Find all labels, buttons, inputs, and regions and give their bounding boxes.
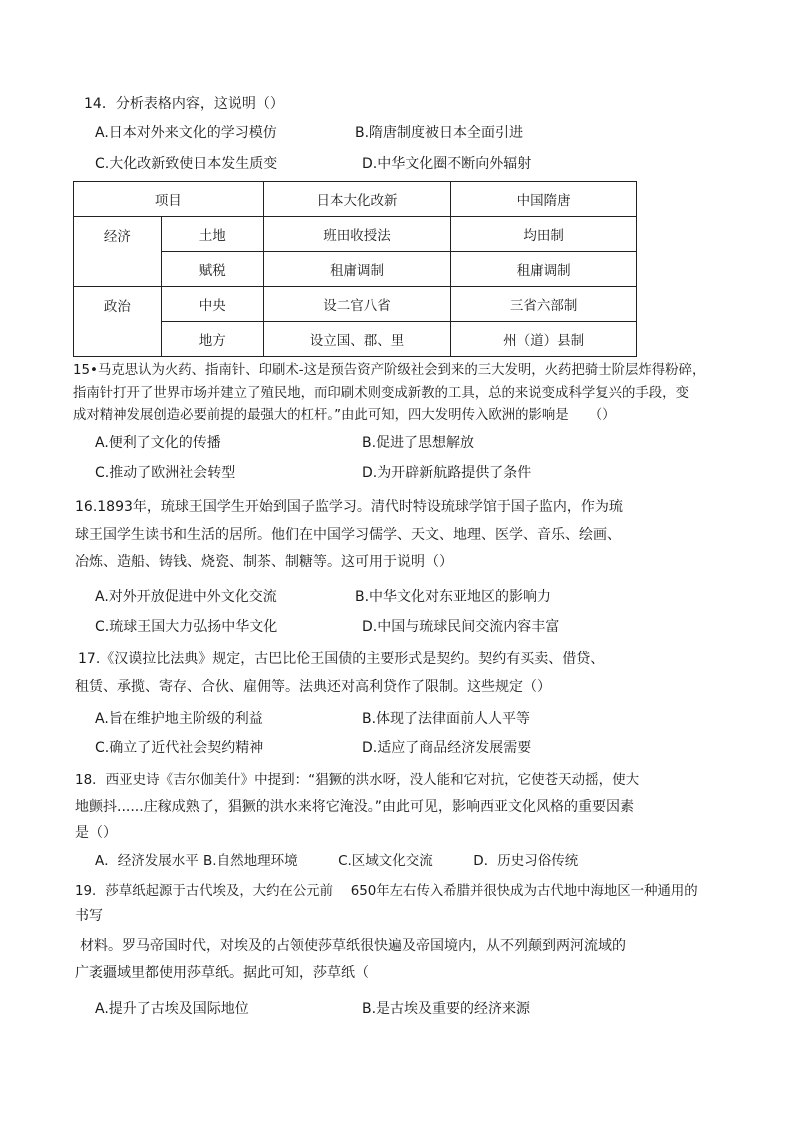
q14-stem: 14．分析表格内容，这说明（） [84, 96, 284, 112]
q18-line-1: 18．西亚史诗《吉尔伽美什》中提到：“猖獗的洪水呀，没人能和它对抗，它使苍天动摇，使大 [75, 772, 640, 788]
comparison-table [73, 181, 637, 357]
q15-option-c: C.推动了欧洲社会转型 [95, 465, 236, 481]
q17-option-b: B.体现了法律面前人人平等 [362, 711, 531, 727]
table-row [74, 182, 637, 217]
q14-option-a: A.日本对外来文化的学习模仿 [95, 125, 277, 141]
table-header-japan: 日本大化改新 [263, 182, 451, 217]
q15-line-1: 15•马克思认为火药、指南针、印刷术-这是预告资产阶级社会到来的三大发明，火药把骑士阶层炸得粉碎， [73, 363, 706, 378]
table-cell: 赋税 [161, 252, 263, 287]
q14-option-d: D.中华文化圈不断向外辐射 [362, 156, 532, 172]
table-cell-economy: 经济 [74, 217, 162, 287]
q15-option-b: B.促进了思想解放 [362, 435, 475, 451]
table-header-item: 项目 [74, 182, 264, 217]
q19-line-3: 材料。罗马帝国时代，对埃及的占领使莎草纸很快遍及帝国境内，从不列颠到两河流域的 [80, 938, 626, 954]
q19-option-b: B.是古埃及重要的经济来源 [362, 1001, 531, 1017]
q18-line-3: 是（） [75, 825, 117, 841]
table-cell: 班田收授法 [263, 217, 451, 252]
q17-option-a: A.旨在维护地主阶级的利益 [95, 711, 263, 727]
table-cell: 设立国、郡、里 [263, 322, 451, 357]
q16-line-2: 球王国学生读书和生活的居所。他们在中国学习儒学、天文、地理、医学、音乐、绘画、 [75, 527, 621, 543]
q17-option-c: C.确立了近代社会契约精神 [95, 740, 264, 756]
q19-option-a: A.提升了古埃及国际地位 [95, 1001, 249, 1017]
table-header-china: 中国隋唐 [451, 182, 637, 217]
table-cell: 均田制 [451, 217, 637, 252]
q19-line-1: 19．莎草纸起源于古代埃及，大约在公元前 650年左右传入希腊并很快成为古代地中海地区一种通用的 [75, 884, 698, 899]
table-cell: 地方 [161, 322, 263, 357]
q18-line-2: 地颤抖......庄稼成熟了，猖獗的洪水来将它淹没。”由此可见，影响西亚文化风格的重要因素 [75, 799, 634, 815]
table-cell: 州（道）县制 [451, 322, 637, 357]
q18-options: A．经济发展水平 B.自然地理环境 C.区域文化交流 D．历史习俗传统 [95, 853, 579, 869]
q15-line-2: 指南针打开了世界市场并建立了殖民地，而印刷术则变成新教的工具，总的来说变成科学复兴的手段，变 [73, 386, 689, 401]
q14-option-b: B.隋唐制度被日本全面引进 [355, 125, 524, 141]
q16-option-d: D.中国与琉球民间交流内容丰富 [362, 619, 560, 635]
q19-line-2: 书写 [75, 908, 103, 924]
table-row [74, 287, 637, 322]
q16-line-3: 冶炼、造船、铸钱、烧瓷、制茶、制糖等。这可用于说明（） [75, 554, 453, 570]
q14-option-c: C.大化改新致使日本发生质变 [95, 156, 278, 172]
table-cell: 中央 [161, 287, 263, 322]
q17-line-2: 租赁、承揽、寄存、合伙、雇佣等。法典还对高利贷作了限制。这些规定（） [75, 679, 551, 695]
q17-line-1: 17.《汉谟拉比法典》规定，古巴比伦王国债的主要形式是契约。契约有买卖、借贷、 [78, 651, 605, 667]
table-cell: 租庸调制 [451, 252, 637, 287]
q15-option-a: A.便利了文化的传播 [95, 435, 221, 451]
table-cell-politics: 政治 [74, 287, 162, 357]
q16-line-1: 16.1893年，琉球王国学生开始到国子监学习。清代时特设琉球学馆于国子监内，作为琉 [75, 499, 623, 515]
table-cell: 设二官八省 [263, 287, 451, 322]
q16-option-c: C.琉球王国大力弘扬中华文化 [95, 619, 278, 635]
table-cell: 三省六部制 [451, 287, 637, 322]
q16-option-a: A.对外开放促进中外文化交流 [95, 589, 277, 605]
table-row [74, 217, 637, 252]
q17-option-d: D.适应了商品经济发展需要 [362, 740, 532, 756]
q15-line-3: 成对精神发展创造必要前提的最强大的杠杆。”由此可知，四大发明传入欧洲的影响是 （） [73, 408, 616, 423]
table-cell: 土地 [161, 217, 263, 252]
q16-option-b: B.中华文化对东亚地区的影响力 [355, 589, 552, 605]
q15-option-d: D.为开辟新航路提供了条件 [362, 465, 532, 481]
q19-line-4: 广袤疆域里都使用莎草纸。据此可知，莎草纸（ [75, 965, 369, 981]
table-cell: 租庸调制 [263, 252, 451, 287]
